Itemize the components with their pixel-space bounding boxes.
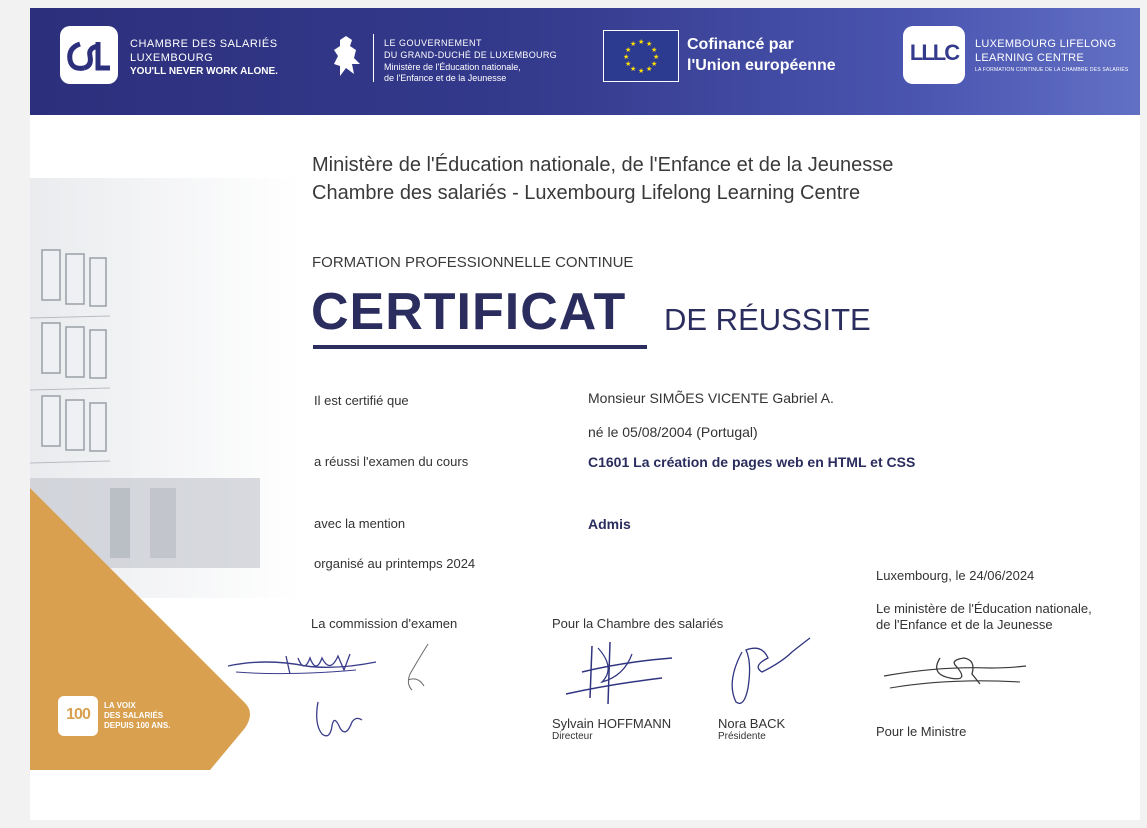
svg-text:★: ★ bbox=[630, 40, 637, 48]
org-line2: Chambre des salariés - Luxembourg Lifelong Learning Centre bbox=[312, 182, 861, 204]
gov-divider bbox=[373, 34, 374, 82]
svg-text:★: ★ bbox=[638, 38, 645, 46]
lllc-line2: LEARNING CENTRE bbox=[975, 52, 1085, 64]
csl-tagline: YOU'LL NEVER WORK ALONE. bbox=[130, 66, 278, 77]
org-line1: Ministère de l'Éducation nationale, de l'Enfance et de la Jeunesse bbox=[312, 154, 894, 176]
course-title: C1601 La création de pages web en HTML et CSS bbox=[588, 454, 916, 470]
sig2-name: Nora BACK bbox=[718, 716, 786, 731]
gov-line1: LE GOUVERNEMENT bbox=[384, 38, 483, 48]
csl-logo bbox=[60, 26, 118, 84]
sig2-role: Présidente bbox=[718, 731, 766, 742]
title-sub: DE RÉUSSITE bbox=[664, 302, 871, 337]
gov-line4: de l'Enfance et de la Jeunesse bbox=[384, 73, 507, 83]
svg-text:★: ★ bbox=[630, 65, 637, 73]
eu-stars-icon bbox=[604, 31, 678, 81]
header-banner bbox=[30, 8, 1140, 115]
csl-line1: CHAMBRE DES SALARIÉS bbox=[130, 38, 278, 50]
sig1-name: Sylvain HOFFMANN bbox=[552, 716, 672, 731]
gov-line3: Ministère de l'Éducation nationale, bbox=[384, 62, 521, 72]
recipient-name: Monsieur SIMÕES VICENTE Gabriel A. bbox=[588, 390, 834, 406]
badge-number: 100 bbox=[66, 706, 90, 723]
organised-label: organisé au printemps 2024 bbox=[314, 556, 476, 571]
commission-label: La commission d'examen bbox=[311, 616, 458, 631]
commission-signature-1 bbox=[226, 644, 386, 680]
svg-text:★: ★ bbox=[651, 60, 658, 68]
minister-signature bbox=[880, 648, 1030, 698]
hoffmann-signature bbox=[562, 638, 682, 708]
ministry-line2: de l'Enfance et de la Jeunesse bbox=[876, 617, 1053, 632]
certificate-sheet bbox=[30, 8, 1140, 820]
svg-text:★: ★ bbox=[646, 40, 653, 48]
title-underline bbox=[313, 345, 647, 349]
lllc-line3: LA FORMATION CONTINUE DE LA CHAMBRE DES SALARIÉS bbox=[975, 67, 1129, 73]
gov-line2: DU GRAND-DUCHÉ DE LUXEMBOURG bbox=[384, 50, 557, 60]
svg-text:★: ★ bbox=[638, 67, 645, 75]
svg-text:★: ★ bbox=[651, 46, 658, 54]
title-kicker: FORMATION PROFESSIONNELLE CONTINUE bbox=[312, 254, 634, 271]
eu-line2: l'Union européenne bbox=[687, 57, 836, 74]
centenary-badge bbox=[58, 696, 98, 736]
title-main: CERTIFICAT bbox=[311, 283, 627, 341]
birth-info: né le 05/08/2004 (Portugal) bbox=[588, 424, 758, 440]
lllc-logo bbox=[903, 26, 965, 84]
lllc-line1: LUXEMBOURG LIFELONG bbox=[975, 38, 1117, 50]
badge-line3: DEPUIS 100 ANS. bbox=[104, 721, 171, 730]
svg-text:★: ★ bbox=[653, 53, 660, 61]
csl-line2: LUXEMBOURG bbox=[130, 52, 214, 64]
svg-text:★: ★ bbox=[625, 60, 632, 68]
mention-label: avec la mention bbox=[314, 516, 406, 531]
mention-value: Admis bbox=[588, 516, 631, 532]
certified-label: Il est certifié que bbox=[314, 393, 409, 408]
lion-icon bbox=[330, 34, 364, 78]
commission-signature-2 bbox=[398, 640, 438, 700]
svg-text:★: ★ bbox=[623, 53, 630, 61]
commission-signature-3 bbox=[310, 694, 370, 744]
minister-label: Pour le Ministre bbox=[876, 724, 967, 739]
lllc-logo-text: LLLC bbox=[909, 40, 959, 65]
csl-logo-icon bbox=[60, 26, 118, 84]
badge-line1: LA VOIX bbox=[104, 701, 136, 710]
chambre-label: Pour la Chambre des salariés bbox=[552, 616, 724, 631]
svg-text:★: ★ bbox=[646, 65, 653, 73]
eu-line1: Cofinancé par bbox=[687, 36, 794, 53]
badge-line2: DES SALARIÉS bbox=[104, 711, 164, 720]
sig1-role: Directeur bbox=[552, 731, 593, 742]
ministry-line1: Le ministère de l'Éducation nationale, bbox=[876, 601, 1092, 616]
exam-label: a réussi l'examen du cours bbox=[314, 454, 469, 469]
back-signature bbox=[722, 632, 812, 712]
place-date: Luxembourg, le 24/06/2024 bbox=[876, 568, 1035, 583]
svg-text:★: ★ bbox=[625, 46, 632, 54]
eu-flag bbox=[603, 30, 679, 82]
